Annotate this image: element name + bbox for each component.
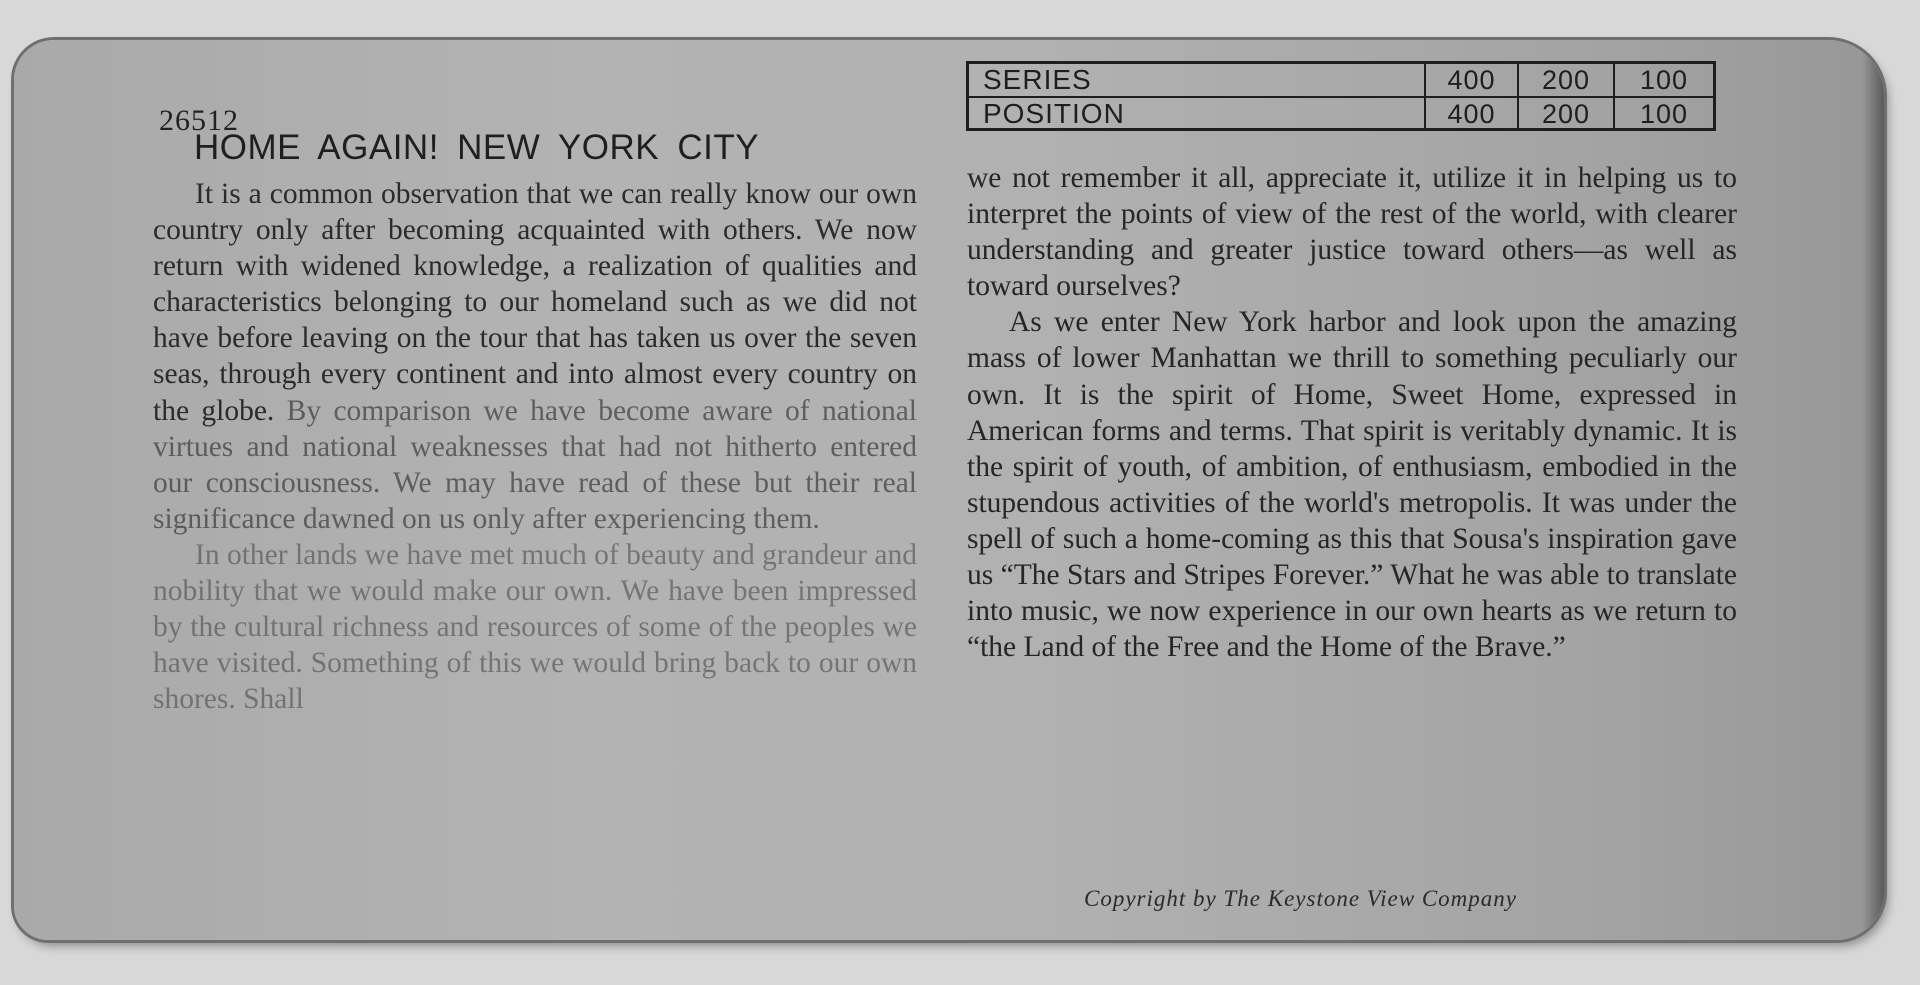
series-value-2: 200 <box>1519 64 1615 98</box>
right-paragraph-1: we not remember it all, appreciate it, utilize it in helping us to interpret the points of view of the rest of the world, with clearer understanding and greater justice toward others—as well as toward ourselves? <box>967 162 1737 303</box>
series-position-table <box>966 61 1716 131</box>
position-value-1: 400 <box>1426 98 1519 130</box>
card-title: HOME AGAIN! NEW YORK CITY <box>194 128 760 167</box>
right-paragraph-2: As we enter New York harbor and look upon the amazing mass of lower Manhattan we thrill to something peculiarly our own. It is the spirit of Home, Sweet Home, expressed in American forms and terms. That spirit is veritably dynamic. It is the spirit of youth, of ambition, of enthusiasm, embodied in the stupendous activities of the world's metropolis. It was under the spell of such a home-coming as this that Sousa's inspiration gave us “The Stars and Stripes Forever.” What he was able to translate into music, we now experience in our own hearts as we return to “the Land of the Free and the Home of the Brave.” <box>967 306 1737 664</box>
series-label: SERIES <box>969 64 1426 98</box>
left-paragraph-1-text: It is a common observation that we can really know our own country only after becoming acquainted with others. We now return with widened knowledge, a realization of qualities and characteristics belonging to our homeland such as we did not have before leaving on the tour that has taken us over the seven seas, through every continent and into almost every country on the globe. <box>153 178 917 427</box>
position-value-2: 200 <box>1519 98 1615 130</box>
copyright-line: Copyright by The Keystone View Company <box>1084 886 1517 911</box>
stereoview-card <box>14 40 1884 940</box>
card-number: 26512 <box>159 104 239 137</box>
left-paragraph-2: In other lands we have met much of beauty and grandeur and nobility that we would make our own. We have been impressed by the cultural richness and resources of some of the peoples we have visited. Something of this we would bring back to our own shores. Shall <box>153 538 917 716</box>
position-label: POSITION <box>969 98 1426 130</box>
series-value-3: 100 <box>1615 64 1713 98</box>
right-text-column <box>967 160 1737 665</box>
left-paragraph-1 <box>153 176 917 537</box>
left-text-column <box>153 176 917 717</box>
left-paragraph-1-continued: By comparison we have become aware of national virtues and national weaknesses that had not hitherto entered our consciousness. We may have read of these but their real significance dawned on us only after experiencing them. <box>153 394 917 535</box>
position-value-3: 100 <box>1639 98 1689 129</box>
series-value-1: 400 <box>1426 64 1519 98</box>
